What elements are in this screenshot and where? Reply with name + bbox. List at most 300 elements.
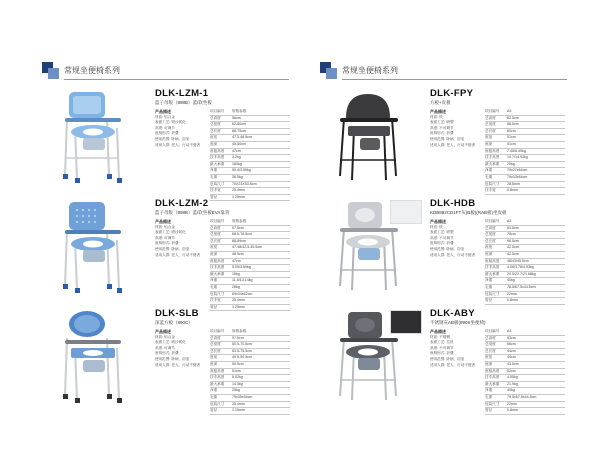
spec-value: 47cm — [232, 258, 241, 263]
spec-key: 座板高度 — [210, 258, 225, 263]
spec-table — [485, 109, 565, 195]
spec-key: 毛重 — [210, 174, 218, 179]
spec-row — [485, 362, 565, 369]
spec-value: 10.7/14.93kg — [507, 155, 528, 160]
spec-key: 总高度 — [485, 115, 496, 120]
spec-key: 总长度 — [210, 348, 221, 353]
spec-key: 总宽度 — [210, 232, 221, 237]
spec-key: 包装尺寸 — [485, 401, 500, 406]
desc-line: 表面工艺: 喷塑 — [430, 230, 454, 235]
spec-value: 88-89cm — [232, 238, 246, 243]
spec-key: 净重 — [485, 168, 493, 173]
spec-value: 97.5cm — [232, 335, 244, 340]
spec-key: 管径 — [485, 298, 493, 303]
spec-row — [485, 259, 565, 266]
header-rule — [342, 79, 567, 80]
spec-row — [210, 116, 290, 123]
chair-image-fpy — [330, 88, 418, 188]
spec-key: 总高度 — [210, 225, 221, 230]
spec-key: 总长度 — [485, 238, 496, 243]
seat-thumbnail-image — [390, 310, 422, 334]
spec-value: 0.8mm — [507, 188, 518, 193]
spec-key: 管径 — [210, 408, 218, 413]
spec-row — [485, 395, 565, 402]
desc-line: 座椅形式: 折叠 — [430, 241, 454, 246]
product-subtitle: 不锈钢灰AB板(890S坐便椅) — [430, 320, 486, 325]
spec-row — [485, 402, 565, 409]
spec-key: 项目编号 — [210, 219, 225, 223]
product-subtitle: 深蓝方板（890C） — [155, 320, 193, 325]
spec-key: 扶手宽 — [210, 298, 221, 303]
spec-key: 毛重 — [485, 174, 493, 179]
spec-key: 总长度 — [485, 348, 496, 353]
spec-header-row — [210, 219, 290, 226]
product-description — [430, 109, 485, 148]
header-rule — [64, 79, 289, 80]
spec-row — [485, 232, 565, 239]
spec-value: 79.5x57.5x44.5cm — [507, 394, 537, 399]
spec-key: 扶手高度 — [485, 155, 500, 160]
spec-row — [485, 162, 565, 169]
spec-key: 座板高度 — [485, 148, 500, 153]
spec-row — [210, 252, 290, 259]
spec-header-row — [210, 329, 290, 336]
spec-key: 最大承重 — [210, 271, 225, 276]
desc-line: 适用人群: 老人、行动不便者 — [430, 252, 476, 257]
header-square-light — [48, 68, 59, 79]
spec-key: 座宽 — [210, 245, 218, 250]
spec-row — [485, 272, 565, 279]
spec-value: 93cm — [507, 335, 516, 340]
spec-value: 25kg — [232, 388, 240, 393]
spec-row — [210, 129, 290, 136]
spec-row — [210, 362, 290, 369]
desc-title: 产品描述 — [155, 329, 171, 334]
product-description — [155, 109, 210, 148]
spec-row — [485, 336, 565, 343]
spec-key: 包装尺寸 — [485, 181, 500, 186]
product-dlk-slb — [55, 308, 305, 423]
desc-title: 产品描述 — [155, 219, 171, 224]
spec-row — [485, 239, 565, 246]
spec-value: 48.5cm — [232, 251, 244, 256]
header-square-light — [326, 68, 337, 79]
spec-row — [210, 349, 290, 356]
spec-key: 净重 — [210, 168, 218, 173]
spec-row — [210, 149, 290, 156]
desc-line: 高度: 不可调节 — [430, 125, 454, 130]
spec-value: 51cm — [232, 368, 241, 373]
spec-value: 44cm — [507, 348, 516, 353]
spec-row — [210, 265, 290, 272]
spec-row — [485, 129, 565, 136]
spec-row — [210, 336, 290, 343]
spec-value: 26kg — [232, 284, 240, 289]
spec-key: 净重 — [210, 278, 218, 283]
spec-table — [210, 219, 290, 311]
product-dlk-lzm-2 — [55, 198, 305, 313]
spec-key: 座板高度 — [485, 368, 500, 373]
desc-line: 表面工艺: 喷塑 — [430, 120, 454, 125]
spec-key: 毛重 — [210, 284, 218, 289]
spec-table — [485, 219, 565, 305]
spec-key: 座深 — [210, 361, 218, 366]
spec-row — [485, 278, 565, 285]
spec-key: 包装尺寸 — [485, 291, 500, 296]
spec-row — [210, 122, 290, 129]
spec-key: 座宽 — [210, 355, 218, 360]
spec-row — [485, 245, 565, 252]
spec-value: A3 — [507, 219, 512, 223]
desc-line: 表面工艺: 喷沙氧化 — [155, 230, 186, 235]
spec-row — [210, 188, 290, 195]
spec-row — [210, 162, 290, 169]
spec-key: 座宽 — [210, 135, 218, 140]
spec-row — [485, 342, 565, 349]
spec-key: 总高度 — [485, 225, 496, 230]
spec-value: 25.4mm — [232, 298, 245, 303]
spec-key: 净重 — [485, 388, 493, 393]
spec-row — [485, 226, 565, 233]
spec-key: 总宽度 — [485, 122, 496, 127]
spec-row — [210, 278, 290, 285]
product-subtitle: KDB892CD1FT灰(B板)(RAB板)坐皮板 — [430, 210, 507, 215]
spec-row — [485, 122, 565, 129]
spec-row — [210, 155, 290, 162]
spec-row — [210, 168, 290, 175]
desc-line: 座椅形式: 折叠 — [430, 131, 454, 136]
spec-key: 包装尺寸 — [210, 401, 225, 406]
desc-line: 材质: 不锈钢 — [430, 334, 450, 339]
spec-key: 毛重 — [485, 394, 493, 399]
desc-line: 使用范围: 卧病、浴室 — [155, 246, 190, 251]
spec-row — [485, 408, 565, 415]
spec-value: 45-50cm — [232, 141, 246, 146]
desc-line: 高度: 可调节 — [155, 345, 175, 350]
spec-row — [210, 175, 290, 182]
spec-value: 68-75cm — [232, 128, 246, 133]
spec-header-row — [485, 219, 565, 226]
desc-line: 使用范围: 卧病、浴室 — [430, 136, 465, 141]
spec-value: 规格参数 — [232, 329, 247, 333]
spec-table — [210, 109, 290, 201]
spec-value: 22mm — [507, 291, 517, 296]
spec-value: 规格参数 — [232, 109, 247, 113]
spec-key: 扶手高度 — [210, 265, 225, 270]
spec-row — [485, 375, 565, 382]
spec-row — [210, 142, 290, 149]
spec-value: 82.5cm — [507, 115, 519, 120]
desc-line: 使用范围: 卧病、浴室 — [155, 136, 190, 141]
spec-row — [210, 226, 290, 233]
spec-value: 47cm — [232, 148, 241, 153]
spec-row — [210, 355, 290, 362]
spec-key: 项目编号 — [485, 109, 500, 113]
spec-row — [485, 382, 565, 389]
spec-key: 管径 — [210, 304, 218, 309]
spec-value: 42.5cm — [507, 245, 519, 250]
spec-row — [485, 188, 565, 195]
spec-value: A3 — [507, 109, 512, 113]
product-description — [430, 329, 485, 368]
spec-row — [210, 369, 290, 376]
desc-line: 高度: 不可调节 — [430, 235, 454, 240]
spec-value: 40kg — [507, 388, 515, 393]
spec-key: 项目编号 — [210, 329, 225, 333]
product-model: DLK-SLB — [155, 308, 199, 319]
spec-value: 47-48/42.5-45.5cm — [232, 245, 263, 250]
spec-key: 最大承重 — [485, 271, 500, 276]
spec-value: 规格参数 — [232, 219, 247, 223]
spec-value: 50.5cm — [232, 361, 244, 366]
spec-value: 47.5-48.5cm — [232, 135, 252, 140]
product-model: DLK-LZM-1 — [155, 88, 209, 99]
desc-line: 材质: 铁 — [430, 114, 443, 119]
spec-row — [485, 292, 565, 299]
spec-row — [210, 298, 290, 305]
spec-value: 63.5-75.5cm — [232, 348, 252, 353]
spec-value: 75x35x54cm — [232, 394, 253, 399]
spec-row — [210, 292, 290, 299]
spec-value: 43.5cm — [507, 361, 519, 366]
spec-value: 0.8mm — [507, 298, 518, 303]
product-dlk-aby — [330, 308, 580, 423]
spec-value: 42.5cm — [507, 251, 519, 256]
spec-key: 座深 — [210, 251, 218, 256]
spec-key: 座深 — [485, 361, 493, 366]
spec-value: 88.5cm — [507, 122, 519, 127]
spec-key: 座宽 — [485, 245, 493, 250]
spec-value: 51cm — [507, 135, 516, 140]
spec-value: 3.2kg — [232, 155, 241, 160]
spec-key: 总高度 — [210, 335, 221, 340]
spec-key: 总宽度 — [485, 342, 496, 347]
desc-line: 表面工艺: 喷沙氧化 — [155, 120, 186, 125]
spec-value: 78cm — [507, 232, 516, 237]
spec-key: 总长度 — [210, 238, 221, 243]
product-description — [430, 219, 485, 258]
spec-key: 最大承重 — [210, 161, 225, 166]
spec-value: 51cm — [507, 141, 516, 146]
spec-row — [485, 149, 565, 156]
desc-title: 产品描述 — [430, 109, 446, 114]
spec-value: 20kg — [507, 161, 515, 166]
spec-value: 52cm — [507, 368, 516, 373]
spec-key: 项目编号 — [485, 219, 500, 223]
product-subtitle: 蓝子母版（898B）蓝/软坐板 — [155, 100, 212, 105]
spec-row — [485, 135, 565, 142]
product-subtitle: 蓝子母版（898B）蓝/软坐板EVA靠背 — [155, 210, 230, 215]
spec-key: 管径 — [210, 194, 218, 199]
desc-line: 适用人群: 老人、行动不便者 — [155, 252, 201, 257]
spec-value: 48/43/45.5cm — [507, 258, 529, 263]
desc-line: 座椅形式: 折叠 — [155, 131, 179, 136]
spec-value: 28.8mm — [507, 181, 520, 186]
chair-image-slb — [55, 308, 143, 408]
spec-key: 扶手宽 — [210, 188, 221, 193]
spec-value: 0.8mm — [507, 408, 518, 413]
spec-value: 14.5kg — [232, 381, 243, 386]
spec-value: 50.5-70.5cm — [232, 342, 252, 347]
chair-image-lzm-2 — [55, 198, 143, 298]
spec-key: 总宽度 — [210, 342, 221, 347]
spec-key: 包装尺寸 — [210, 181, 225, 186]
spec-key: 净重 — [485, 278, 493, 283]
spec-row — [485, 175, 565, 182]
product-model: DLK-LZM-2 — [155, 198, 209, 209]
desc-line: 适用人群: 老人、行动不便者 — [430, 362, 476, 367]
spec-value: 79x27x64cm — [507, 168, 528, 173]
desc-line: 使用范围: 卧病、浴室 — [155, 356, 190, 361]
spec-key: 总长度 — [210, 128, 221, 133]
spec-value: 70X23X53.5cm — [232, 181, 257, 186]
spec-value: 25.4mm — [232, 401, 245, 406]
desc-line: 高度: 可调节 — [155, 235, 175, 240]
spec-value: 1.25mm — [232, 304, 245, 309]
section-title: 常规坐便椅系列 — [64, 66, 120, 75]
desc-line: 座椅形式: 折叠 — [155, 241, 179, 246]
spec-key: 总高度 — [485, 335, 496, 340]
spec-row — [485, 298, 565, 305]
spec-header-row — [485, 109, 565, 116]
desc-line: 表面工艺: 拉丝 — [430, 340, 454, 345]
spec-row — [210, 388, 290, 395]
spec-value: 4.06/3.78/4.93kg — [507, 265, 534, 270]
spec-row — [210, 245, 290, 252]
spec-key: 净重 — [210, 388, 218, 393]
spec-row — [210, 285, 290, 292]
spec-value: 40kg — [507, 278, 515, 283]
section-title: 常规坐便椅系列 — [342, 66, 398, 75]
spec-row — [210, 402, 290, 409]
spec-row — [485, 355, 565, 362]
spec-table — [210, 329, 290, 415]
spec-row — [485, 252, 565, 259]
spec-row — [210, 375, 290, 382]
product-subtitle: 方板+皮板 — [430, 100, 451, 105]
desc-line: 座椅形式: 折叠 — [155, 351, 179, 356]
spec-row — [485, 116, 565, 123]
product-dlk-fpy — [330, 88, 580, 203]
spec-key: 最大承重 — [210, 381, 225, 386]
chair-image-lzm-1 — [55, 88, 143, 188]
desc-line: 材质: 铝合金 — [155, 224, 175, 229]
spec-key: 座板高度 — [210, 148, 225, 153]
desc-title: 产品描述 — [155, 109, 171, 114]
spec-value: 56cm — [507, 342, 516, 347]
spec-value: 25.4mm — [232, 188, 245, 193]
spec-row — [210, 232, 290, 239]
spec-key: 扶手宽 — [485, 188, 496, 193]
spec-key: 座宽 — [485, 135, 493, 140]
desc-line: 材质: 铝合金 — [155, 114, 175, 119]
spec-row — [210, 239, 290, 246]
spec-key: 座宽 — [485, 355, 493, 360]
spec-row — [210, 182, 290, 189]
spec-value: 78.5/67.5x44.5cm — [507, 284, 536, 289]
spec-row — [485, 349, 565, 356]
spec-row — [210, 382, 290, 389]
spec-key: 项目编号 — [210, 109, 225, 113]
spec-row — [210, 272, 290, 279]
spec-value: 53.5cm — [507, 225, 519, 230]
spec-key: 总宽度 — [485, 232, 496, 237]
desc-line: 高度: 可调节 — [155, 125, 175, 130]
desc-title: 产品描述 — [430, 329, 446, 334]
spec-value: 7.45/6.49kg — [507, 148, 526, 153]
spec-value: 1.15mm — [232, 408, 245, 413]
desc-line: 使用范围: 卧病、浴室 — [430, 356, 465, 361]
spec-key: 总高度 — [210, 115, 221, 120]
spec-key: 最大承重 — [485, 161, 500, 166]
spec-value: 79x33x64cm — [507, 174, 528, 179]
spec-row — [485, 265, 565, 272]
spec-key: 座深 — [210, 141, 218, 146]
spec-value: 68.5-76.5cm — [232, 232, 252, 237]
product-dlk-hdb — [330, 198, 580, 313]
spec-value: 5.09/3.59kg — [232, 265, 251, 270]
spec-value: 1.25mm — [232, 194, 245, 199]
spec-row — [210, 395, 290, 402]
spec-row — [210, 259, 290, 266]
spec-value: 56cm — [232, 115, 241, 120]
product-model: DLK-ABY — [430, 308, 475, 319]
spec-key: 扶手高度 — [210, 375, 225, 380]
product-description — [155, 219, 210, 258]
spec-value: 21.9kg — [507, 381, 518, 386]
spec-row — [485, 369, 565, 376]
seat-thumbnail-image — [390, 200, 422, 224]
desc-line: 高度: 不可调节 — [430, 345, 454, 350]
spec-value: 96.5cm — [507, 238, 519, 243]
spec-value: 15kg — [232, 271, 240, 276]
spec-key: 扶手高度 — [210, 155, 225, 160]
spec-key: 扶手高度 — [485, 265, 500, 270]
spec-key: 毛重 — [485, 284, 493, 289]
section-header — [42, 62, 282, 82]
spec-value: 20.5/22.7/21.68kg — [507, 271, 536, 276]
spec-value: 57.5cm — [232, 225, 244, 230]
desc-line: 材质: 铁 — [430, 224, 443, 229]
spec-row — [485, 285, 565, 292]
spec-key: 管径 — [485, 408, 493, 413]
spec-row — [485, 142, 565, 149]
spec-key: 毛重 — [210, 394, 218, 399]
spec-key: 总长度 — [485, 128, 496, 133]
desc-line: 适用人群: 老人、行动不便者 — [430, 142, 476, 147]
spec-key: 项目编号 — [485, 329, 500, 333]
section-header — [320, 62, 560, 82]
spec-value: 50.4/3.59kg — [232, 168, 251, 173]
spec-key: 总宽度 — [210, 122, 221, 127]
right-page — [300, 0, 600, 450]
spec-header-row — [485, 329, 565, 336]
spec-row — [210, 135, 290, 142]
spec-value: 60cm — [507, 128, 516, 133]
spec-key: 座板高度 — [210, 368, 225, 373]
spec-value: 160kg — [232, 161, 242, 166]
spec-value: 62-80cm — [232, 122, 246, 127]
desc-title: 产品描述 — [430, 219, 446, 224]
product-model: DLK-HDB — [430, 198, 476, 209]
spec-row — [485, 155, 565, 162]
spec-row — [485, 168, 565, 175]
desc-line: 使用范围: 卧病、浴室 — [430, 246, 465, 251]
spec-key: 最大承重 — [485, 381, 500, 386]
spec-value: 69x34x62cm — [232, 291, 253, 296]
spec-row — [210, 408, 290, 415]
spec-row — [485, 388, 565, 395]
